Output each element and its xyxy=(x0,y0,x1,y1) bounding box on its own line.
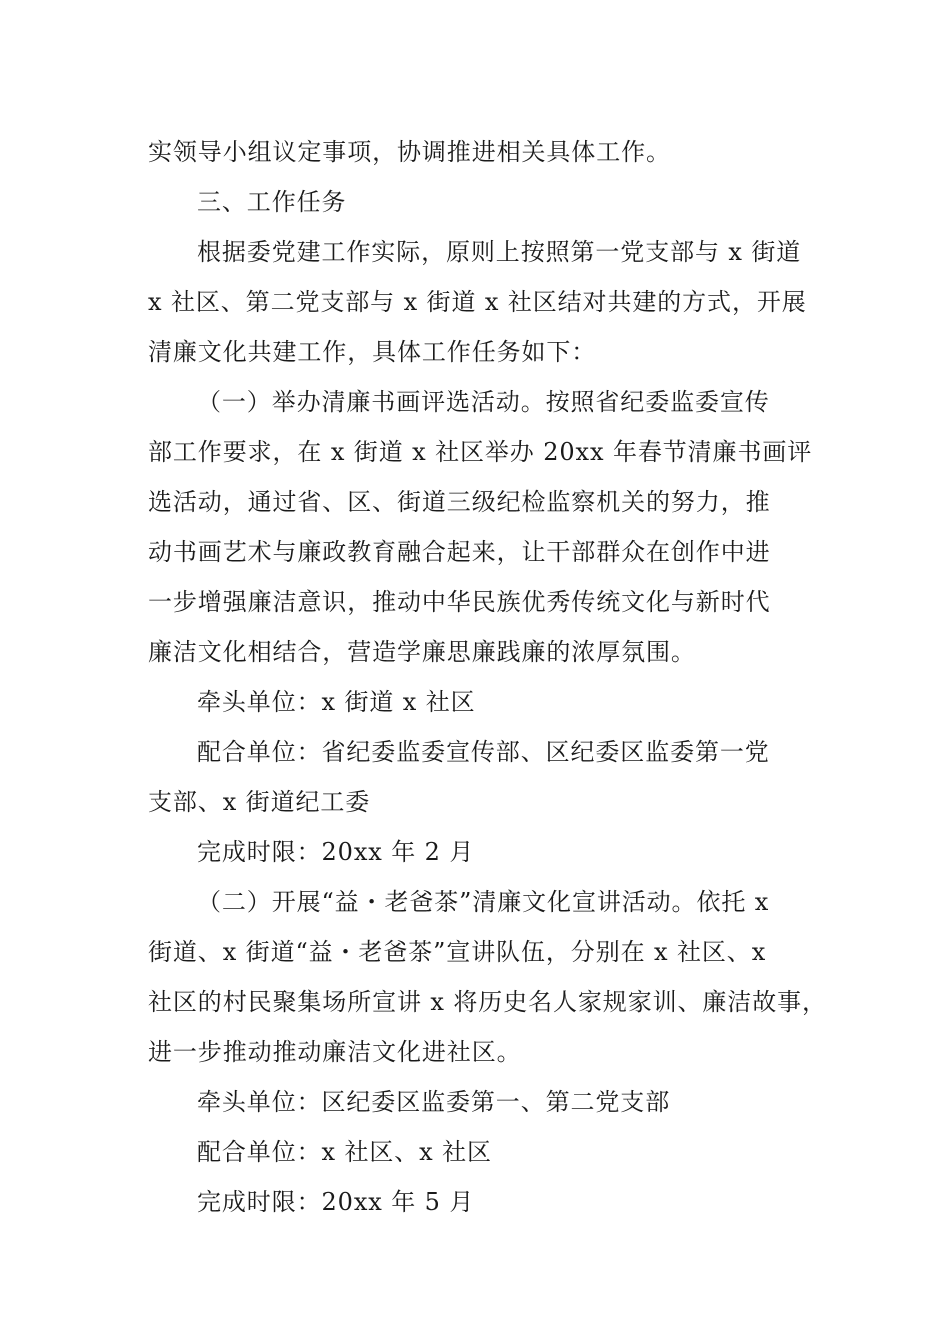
text-line: 选活动，通过省、区、街道三级纪检监察机关的努力，推 xyxy=(148,488,771,516)
text-line: 根据委党建工作实际，原则上按照第一党支部与 x 街道 xyxy=(197,238,802,266)
text-line: 一步增强廉洁意识，推动中华民族优秀传统文化与新时代 xyxy=(148,588,771,616)
text-line: x 社区、第二党支部与 x 街道 x 社区结对共建的方式，开展 xyxy=(148,288,807,316)
text-line: 支部、x 街道纪工委 xyxy=(148,788,371,816)
partner-units: 配合单位：x 社区、x 社区 xyxy=(197,1138,492,1166)
deadline: 完成时限：20xx 年 2 月 xyxy=(197,838,475,866)
text-line: 街道、x 街道“益・老爸茶”宣讲队伍，分别在 x 社区、x xyxy=(148,938,767,966)
text-line: 部工作要求，在 x 街道 x 社区举办 20xx 年春节清廉书画评 xyxy=(148,438,813,466)
subsection-heading: （二）开展“益・老爸茶”清廉文化宣讲活动。依托 x xyxy=(197,888,770,916)
text-line: 清廉文化共建工作，具体工作任务如下： xyxy=(148,338,597,366)
text-line: 廉洁文化相结合，营造学廉思廉践廉的浓厚氛围。 xyxy=(148,638,696,666)
text-line: 进一步推动推动廉洁文化进社区。 xyxy=(148,1038,522,1066)
subsection-heading: （一）举办清廉书画评选活动。按照省纪委监委宣传 xyxy=(197,388,770,416)
text-line: 实领导小组议定事项，协调推进相关具体工作。 xyxy=(148,138,671,166)
text-line: 社区的村民聚集场所宣讲 x 将历史名人家规家训、廉洁故事， xyxy=(148,988,827,1016)
deadline: 完成时限：20xx 年 5 月 xyxy=(197,1188,475,1216)
lead-unit: 牵头单位：x 街道 x 社区 xyxy=(197,688,476,716)
partner-units: 配合单位：省纪委监委宣传部、区纪委区监委第一党 xyxy=(197,738,770,766)
text-line: 动书画艺术与廉政教育融合起来，让干部群众在创作中进 xyxy=(148,538,771,566)
lead-unit: 牵头单位：区纪委区监委第一、第二党支部 xyxy=(197,1088,671,1116)
section-heading: 三、工作任务 xyxy=(197,188,347,216)
